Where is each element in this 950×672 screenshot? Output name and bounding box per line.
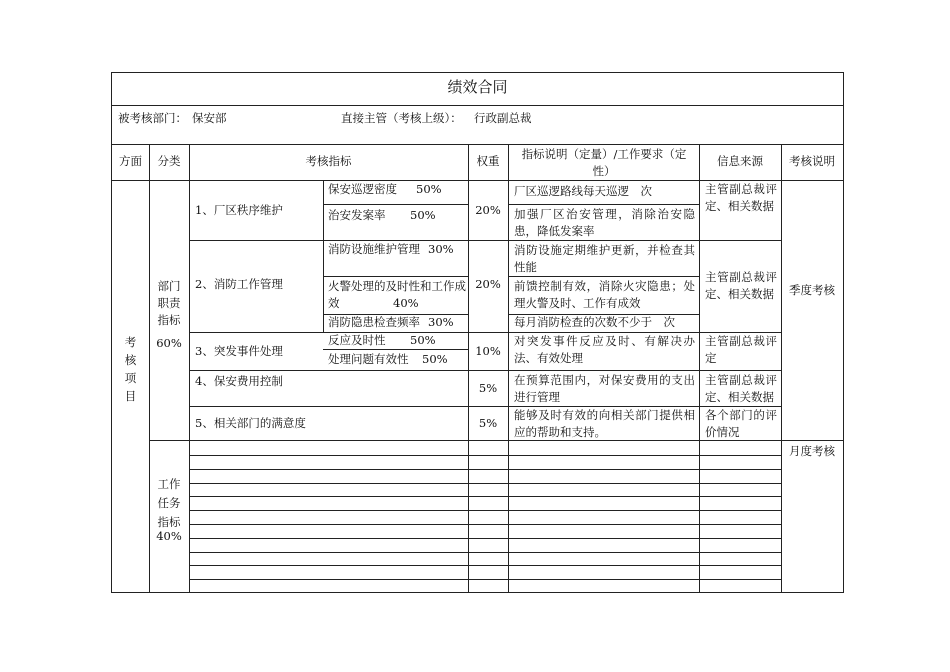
source-text: 各个部门的评价情况 [705,408,777,439]
performance-contract-table [111,72,844,593]
indicator-name: 1、厂区秩序维护 [195,203,283,217]
divider [149,440,189,441]
header-indicator: 考核指标 [305,154,352,168]
dept-value: 保安部 [192,111,227,125]
desc-text: 加强厂区治安管理，消除治安隐患，降低发案率 [514,207,695,238]
dept-duty-period: 季度考核 [789,283,835,297]
source-text: 主管副总裁评定、相关数据 [705,373,777,404]
row-line [189,370,781,371]
supervisor-label: 直接主管（考核上级）： [341,111,462,125]
desc-text: 每月消防检查的次数不少于 次 [514,315,675,329]
source-text: 主管副总裁评定、相关数据 [705,182,777,213]
source-text: 主管副总裁评定、相关数据 [705,270,777,301]
work-task-percent: 40% [156,529,182,543]
weight-value: 5% [478,416,498,430]
indicator-name: 3、突发事件处理 [195,344,283,358]
desc-text: 对突发事件反应及时、有解决办法、有效处理 [514,334,695,365]
divider [781,440,843,441]
task-row-line [189,510,781,511]
desc-text: 能够及时有效的向相关部门提供相应的帮助和支持。 [514,408,695,439]
sub-indicator-value: 30% [428,315,454,329]
sub-indicator-name: 火警处理的及时性和工作成效 [328,279,466,310]
task-row-line [189,483,781,484]
sub-row-line [323,276,468,277]
sub-indicator-name: 消防隐患检查频率 [328,315,420,329]
weight-value: 5% [478,381,498,395]
sub-indicator-value: 30% [428,242,454,256]
col-line [323,180,324,332]
task-row-line [189,565,781,566]
sub-indicator-name: 保安巡逻密度 [328,182,397,196]
supervisor-value: 行政副总裁 [474,111,532,125]
task-row-line [189,538,781,539]
row-line [189,240,781,241]
sub-row-line [323,349,468,350]
page-title: 绩效合同 [447,78,508,96]
sub-indicator-name: 消防设施维护管理 [328,242,420,256]
sub-indicator-name: 治安发案率 [328,208,386,222]
header-weight: 权重 [476,154,500,168]
divider [112,144,843,145]
desc-text: 在预算范围内，对保安费用的支出进行管理 [514,373,695,404]
sub-indicator-name: 反应及时性 [328,333,386,347]
aspect-label: 考核项目 [124,335,137,403]
indicator-name: 2、消防工作管理 [195,277,283,291]
task-row-line [189,552,781,553]
work-task-label: 工作任务指标 [157,477,181,529]
task-row-line [189,524,781,525]
desc-text: 消防设施定期维护更新，并检查其性能 [514,243,695,274]
desc-text: 厂区巡逻路线每天巡逻 次 [514,184,652,198]
sub-row-line [323,204,468,205]
sub-indicator-name: 处理问题有效性 [328,352,409,366]
sub-row-line [508,204,699,205]
sub-indicator-value: 50% [422,352,448,366]
work-task-period: 月度考核 [789,444,835,458]
dept-label: 被考核部门： [118,111,187,125]
task-row-line [189,469,781,470]
header-source: 信息来源 [717,154,763,168]
header-note: 考核说明 [789,154,835,168]
header-aspect: 方面 [119,154,142,168]
header-desc: 指标说明（定量）/工作要求（定性） [521,147,687,178]
header-category: 分类 [157,154,181,168]
weight-value: 20% [475,203,501,217]
task-row-line [189,496,781,497]
col-line [149,144,150,592]
weight-value: 20% [475,277,501,291]
sub-indicator-value: 50% [410,208,436,222]
task-row-line [189,579,781,580]
sub-indicator-value: 50% [410,333,436,347]
indicator-name: 4、保安费用控制 [195,374,283,388]
sub-indicator-value: 40% [393,296,419,310]
divider [112,105,843,106]
dept-duty-label: 部门职责指标 [157,279,181,327]
sub-row-line [508,276,699,277]
dept-duty-percent: 60% [156,336,182,350]
weight-value: 10% [475,344,501,358]
source-text: 主管副总裁评定 [705,334,777,365]
col-line [781,144,782,592]
sub-indicator-value: 50% [416,182,442,196]
indicator-name: 5、相关部门的满意度 [195,416,306,430]
task-row-line [189,455,781,456]
desc-text: 前馈控制有效，消除火灾隐患；处理火警及时、工作有成效 [514,279,695,310]
